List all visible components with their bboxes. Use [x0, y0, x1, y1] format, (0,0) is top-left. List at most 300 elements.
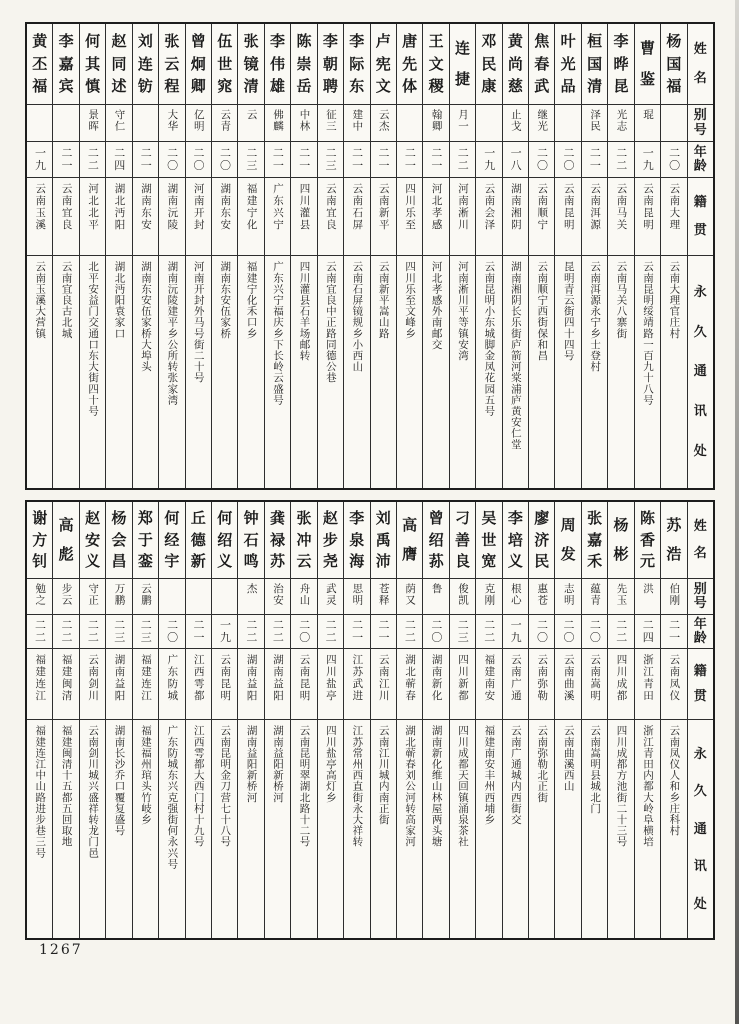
person-address-cell: [238, 256, 263, 488]
cell-text: 光志: [615, 109, 628, 132]
person-native-cell: [318, 649, 343, 720]
person-age-cell: [133, 615, 158, 649]
person-address-cell: [80, 720, 105, 938]
person-address-cell: [529, 256, 554, 488]
cell-text: 四川盐亭: [324, 654, 337, 702]
cell-text: 二三: [324, 147, 338, 172]
scan-page-edge: [735, 0, 739, 1024]
person-alias-cell: [133, 579, 158, 615]
person-name-cell: 伍 世 窕: [212, 24, 237, 105]
person-name-cell: 刘 禹 沛: [371, 502, 396, 579]
cell-text: 二〇: [535, 619, 549, 644]
cell-text: 一八: [509, 147, 523, 172]
cell-text: 二〇: [561, 619, 575, 644]
person-alias-cell: [80, 579, 105, 615]
person-alias-cell: [344, 579, 369, 615]
person-column: [105, 502, 131, 938]
cell-text: 湖北沔阳袁家口: [113, 261, 126, 339]
person-column: [634, 24, 660, 488]
person-column: [185, 24, 211, 488]
cell-text: 云南剑川城兴盛祥转龙门邑: [87, 725, 100, 859]
header-native-label: 籍 贯: [688, 649, 713, 720]
cell-text: 广东兴宁: [272, 183, 285, 231]
cell-text: 二一: [429, 147, 443, 172]
cell-text: 一九: [509, 619, 523, 644]
person-address-cell: [238, 720, 263, 938]
cell-text: 福建连江中山路进步巷三号: [34, 725, 47, 859]
cell-text: 福建闽清: [60, 654, 73, 702]
person-name-cell: 吴 世 宽: [476, 502, 501, 579]
person-name-cell: 何 经 宇: [159, 502, 184, 579]
person-column: [475, 502, 501, 938]
person-age-cell: [159, 615, 184, 649]
person-column: [79, 24, 105, 488]
person-name-cell: 高 彪: [53, 502, 78, 579]
person-age-cell: [318, 615, 343, 649]
person-column: [237, 24, 263, 488]
header-name-label: 姓 名: [688, 502, 713, 579]
person-native-cell: [291, 178, 316, 256]
person-column: [660, 502, 686, 938]
cell-text: 二一: [350, 619, 364, 644]
cell-text: 云南嵩明: [589, 654, 602, 702]
person-address-cell: [608, 256, 633, 488]
cell-text: 四川灌县石羊场邮转: [298, 261, 311, 361]
person-name-cell: 刘 连 钫: [133, 24, 158, 105]
person-column: [502, 502, 528, 938]
person-alias-cell: [80, 105, 105, 142]
person-age-cell: [582, 142, 607, 178]
person-native-cell: [661, 178, 686, 256]
cell-text: 一九: [33, 147, 47, 172]
cell-text: 云南嵩明县城北门: [589, 725, 602, 814]
cell-text: 二一: [588, 147, 602, 172]
cell-text: 琨: [641, 109, 654, 121]
cell-text: 佛麟: [272, 109, 285, 132]
cell-text: 二二: [456, 147, 470, 172]
person-age-cell: [635, 142, 660, 178]
person-age-cell: [450, 142, 475, 178]
person-address-cell: [186, 256, 211, 488]
header-address-label: 永 久 通 讯 处: [693, 746, 707, 912]
cell-text: 湖南东安: [139, 183, 152, 231]
cell-text: 云南弥勒: [536, 654, 549, 702]
cell-text: 湖南东安伍家桥: [219, 261, 232, 339]
cell-text: 云南洱源永宁乡士登村: [589, 261, 602, 372]
person-alias-cell: [318, 105, 343, 142]
cell-text: 二二: [33, 619, 47, 644]
person-column: [211, 24, 237, 488]
header-age-label: 年 龄: [688, 142, 713, 178]
cell-text: 志明: [562, 583, 575, 606]
person-address-cell: [159, 720, 184, 938]
cell-text: 泽民: [589, 109, 602, 132]
cell-text: 伯刚: [668, 583, 681, 606]
person-age-cell: [423, 142, 448, 178]
cell-text: 二二: [59, 619, 73, 644]
person-native-cell: [344, 649, 369, 720]
person-alias-cell: [291, 579, 316, 615]
person-address-cell: [529, 720, 554, 938]
person-alias-cell: [186, 105, 211, 142]
person-name-cell: 廖 济 民: [529, 502, 554, 579]
cell-text: 二一: [667, 619, 681, 644]
person-address-cell: [582, 720, 607, 938]
person-column: [290, 24, 316, 488]
cell-text: 二二: [86, 619, 100, 644]
person-native-cell: [608, 649, 633, 720]
header-age-label: 年 龄: [688, 615, 713, 649]
cell-text: 万鹏: [113, 583, 126, 606]
person-address-cell: [503, 720, 528, 938]
person-column: [343, 24, 369, 488]
person-alias-cell: [265, 105, 290, 142]
cell-text: 云南昆明: [641, 183, 654, 231]
cell-text: 云南石屏镜规乡小西山: [351, 261, 364, 372]
person-alias-cell: [661, 105, 686, 142]
person-column: [554, 24, 580, 488]
cell-text: 荫又: [404, 583, 417, 606]
person-native-cell: [106, 649, 131, 720]
cell-text: 昆明青云街四十四号: [562, 261, 575, 361]
person-native-cell: [529, 649, 554, 720]
person-alias-cell: [27, 579, 52, 615]
person-age-cell: [212, 615, 237, 649]
person-name-cell: 杨 彬: [608, 502, 633, 579]
person-name-cell: 焦 春 武: [529, 24, 554, 105]
person-alias-cell: [106, 579, 131, 615]
person-alias-cell: [106, 105, 131, 142]
person-column: [475, 24, 501, 488]
cell-text: 湖南益阳: [272, 654, 285, 702]
person-native-cell: [27, 649, 52, 720]
person-address-cell: [450, 256, 475, 488]
cell-text: 湖南东安: [219, 183, 232, 231]
person-native-cell: [423, 649, 448, 720]
person-native-cell: [371, 649, 396, 720]
cell-text: 二三: [112, 619, 126, 644]
cell-text: 武灵: [324, 583, 337, 606]
cell-text: 二二: [614, 147, 628, 172]
person-column: [158, 24, 184, 488]
cell-text: 云鹏: [139, 583, 152, 606]
person-alias-cell: [318, 579, 343, 615]
person-column: [27, 24, 52, 488]
person-age-cell: [53, 142, 78, 178]
cell-text: 河南开封外马号街二十号: [192, 261, 205, 384]
person-name-cell: 周 发: [555, 502, 580, 579]
cell-text: 二〇: [297, 619, 311, 644]
person-column: [422, 24, 448, 488]
person-column: [158, 502, 184, 938]
cell-text: 二一: [139, 147, 153, 172]
person-column: [264, 24, 290, 488]
cell-text: 守正: [87, 583, 100, 606]
person-address-cell: [661, 720, 686, 938]
person-alias-cell: [397, 105, 422, 142]
cell-text: 江西雩都: [192, 654, 205, 702]
person-native-cell: [53, 649, 78, 720]
person-name-cell: 郑 于 銮: [133, 502, 158, 579]
person-age-cell: [291, 615, 316, 649]
person-alias-cell: [582, 105, 607, 142]
cell-text: 亿明: [192, 109, 205, 132]
cell-text: 治安: [272, 583, 285, 606]
person-alias-cell: [397, 579, 422, 615]
person-address-cell: [27, 720, 52, 938]
cell-text: 广东防城: [166, 654, 179, 702]
person-alias-cell: [450, 579, 475, 615]
person-column: [396, 24, 422, 488]
person-age-cell: [529, 142, 554, 178]
person-native-cell: [291, 649, 316, 720]
person-alias-cell: [555, 579, 580, 615]
person-name-cell: 龚 禄 苏: [265, 502, 290, 579]
cell-text: 二〇: [165, 619, 179, 644]
person-alias-cell: [186, 579, 211, 615]
person-column: [343, 502, 369, 938]
person-alias-cell: [476, 105, 501, 142]
person-address-cell: [106, 720, 131, 938]
cell-text: 湖南益阳新桥河: [245, 725, 258, 803]
cell-text: 云南昆明: [298, 654, 311, 702]
cell-text: 云南曲溪西山: [562, 725, 575, 792]
person-alias-cell: [265, 579, 290, 615]
cell-text: 四川成都: [615, 654, 628, 702]
cell-text: 二二: [86, 147, 100, 172]
person-name-cell: 唐 先 体: [397, 24, 422, 105]
cell-text: 湖南湘阴长乐街庐箭河棠浦庐黄安仁堂: [509, 261, 522, 450]
cell-text: 河南淅川平等镇安湾: [457, 261, 469, 361]
cell-text: 二〇: [588, 619, 602, 644]
cell-text: 湖南新化维山林屋两头塘: [430, 725, 443, 848]
cell-text: 舟山: [298, 583, 311, 606]
cell-text: 湖南湘阴: [509, 183, 522, 231]
person-native-cell: [133, 178, 158, 256]
cell-text: 克刚: [483, 583, 496, 606]
person-name-cell: 邓 民 康: [476, 24, 501, 105]
person-native-cell: [476, 178, 501, 256]
cell-text: 福建福州琯头竹岐乡: [139, 725, 152, 825]
person-native-cell: [344, 178, 369, 256]
person-name-cell: 李 培 义: [503, 502, 528, 579]
person-name-cell: 李 嘉 宾: [53, 24, 78, 105]
person-alias-cell: [635, 579, 660, 615]
person-column: [52, 502, 78, 938]
person-alias-cell: [529, 105, 554, 142]
person-name-cell: 曹 鉴: [635, 24, 660, 105]
cell-text: 蕴青: [589, 583, 602, 606]
cell-text: 云南宜良中正路同德公巷: [324, 261, 337, 384]
person-age-cell: [238, 615, 263, 649]
cell-text: 云南石屏: [351, 183, 364, 231]
cell-text: 湖南东安伍家桥大埠头: [139, 261, 152, 372]
cell-text: 二二: [614, 619, 628, 644]
person-name-cell: 桓 国 清: [582, 24, 607, 105]
person-column: [211, 502, 237, 938]
person-native-cell: [503, 178, 528, 256]
person-native-cell: [476, 649, 501, 720]
person-column: [317, 24, 343, 488]
person-column: [528, 502, 554, 938]
cell-text: 云南凤仪: [668, 654, 681, 702]
cell-text: 杰: [245, 583, 258, 595]
person-address-cell: [212, 256, 237, 488]
person-name-cell: 张 镜 清: [238, 24, 263, 105]
cell-text: 一九: [218, 619, 232, 644]
person-native-cell: [265, 178, 290, 256]
cell-text: 二一: [271, 147, 285, 172]
person-age-cell: [529, 615, 554, 649]
cell-text: 二〇: [561, 147, 575, 172]
person-native-cell: [265, 649, 290, 720]
person-age-cell: [661, 142, 686, 178]
cell-text: 景晖: [87, 109, 100, 132]
person-native-cell: [159, 178, 184, 256]
cell-text: 大华: [166, 109, 179, 132]
person-age-cell: [423, 615, 448, 649]
cell-text: 广东兴宁福庆乡下长岭云盛号: [272, 261, 285, 406]
person-name-cell: 曾 炯 卿: [186, 24, 211, 105]
cell-text: 二三: [139, 619, 153, 644]
cell-text: 湖南益阳: [113, 654, 126, 702]
person-age-cell: [344, 615, 369, 649]
cell-text: 浙江青田内都大岭阜横培: [641, 725, 654, 848]
person-address-cell: [80, 256, 105, 488]
person-alias-cell: [291, 105, 316, 142]
cell-text: 福建连江: [139, 654, 152, 702]
person-native-cell: [423, 178, 448, 256]
person-native-cell: [27, 178, 52, 256]
person-column: [449, 24, 475, 488]
person-name-cell: 曾 绍 荪: [423, 502, 448, 579]
cell-text: 四川乐至: [404, 183, 417, 231]
cell-text: 湖北蕲春刘公河转高家河: [404, 725, 417, 848]
person-address-cell: [555, 720, 580, 938]
person-name-cell: 何 绍 义: [212, 502, 237, 579]
cell-text: 一九: [641, 147, 655, 172]
person-native-cell: [238, 178, 263, 256]
cell-text: 云南大理官庄村: [668, 261, 681, 339]
person-age-cell: [503, 142, 528, 178]
person-address-cell: [53, 256, 78, 488]
cell-text: 守仁: [113, 109, 126, 132]
person-alias-cell: [238, 579, 263, 615]
cell-text: 二四: [641, 619, 655, 644]
person-name-cell: 何 其 慎: [80, 24, 105, 105]
person-native-cell: [397, 649, 422, 720]
cell-text: 四川成都天回镇涌泉茶社: [457, 725, 469, 848]
cell-text: 河北孝感外南邮交: [430, 261, 443, 350]
cell-text: 北平安益门交通口东大街四十号: [87, 261, 100, 417]
header-alias-label: 别 号: [688, 105, 713, 142]
cell-text: 福建宁化禾口乡: [245, 261, 258, 339]
cell-text: 中林: [298, 109, 311, 132]
person-column: [27, 502, 52, 938]
person-age-cell: [344, 142, 369, 178]
person-address-cell: [371, 256, 396, 488]
person-name-cell: 叶 光 品: [555, 24, 580, 105]
cell-text: 湖南益阳: [245, 654, 258, 702]
person-address-cell: [212, 720, 237, 938]
person-column: [502, 24, 528, 488]
person-address-cell: [265, 256, 290, 488]
person-address-cell: [318, 720, 343, 938]
person-address-cell: [27, 256, 52, 488]
person-age-cell: [27, 142, 52, 178]
person-name-cell: 黄 丕 福: [27, 24, 52, 105]
person-address-cell: [186, 720, 211, 938]
header-native-label: 籍 贯: [688, 178, 713, 256]
cell-text: 福建宁化: [245, 183, 258, 231]
person-alias-cell: [159, 579, 184, 615]
cell-text: 云南昆明金刀营七十八号: [219, 725, 232, 848]
cell-text: 建中: [351, 109, 364, 132]
cell-text: 河北北平: [87, 183, 100, 231]
cell-text: 云: [245, 109, 258, 121]
cell-text: 云南昆明: [562, 183, 575, 231]
cell-text: 二一: [350, 147, 364, 172]
person-address-cell: [397, 256, 422, 488]
person-address-cell: [371, 720, 396, 938]
person-name-cell: 黄 尚 慈: [503, 24, 528, 105]
cell-text: 云南会泽: [483, 183, 496, 231]
person-column: [105, 24, 131, 488]
person-address-cell: [582, 256, 607, 488]
cell-text: 湖北蕲春: [404, 654, 417, 702]
person-age-cell: [476, 142, 501, 178]
person-native-cell: [608, 178, 633, 256]
person-age-cell: [503, 615, 528, 649]
person-age-cell: [635, 615, 660, 649]
cell-text: 云南玉溪大营镇: [34, 261, 47, 339]
person-column: [581, 24, 607, 488]
person-age-cell: [265, 615, 290, 649]
person-address-cell: [476, 256, 501, 488]
person-age-cell: [582, 615, 607, 649]
person-address-cell: [450, 720, 475, 938]
person-column: [290, 502, 316, 938]
cell-text: 湖北沔阳: [113, 183, 126, 231]
cell-text: 二二: [244, 619, 258, 644]
cell-text: 云南昆明绥靖路一百九十八号: [641, 261, 654, 406]
cell-text: 云南宜良古北城: [60, 261, 73, 339]
cell-text: 云南顺宁西街保和昌: [536, 261, 549, 361]
person-column: [449, 502, 475, 938]
cell-text: 一九: [482, 147, 496, 172]
person-alias-cell: [635, 105, 660, 142]
person-address-cell: [397, 720, 422, 938]
person-alias-cell: [423, 105, 448, 142]
cell-text: 四川新都: [457, 654, 469, 702]
person-name-cell: 钟 石 鸣: [238, 502, 263, 579]
person-native-cell: [635, 649, 660, 720]
person-native-cell: [529, 178, 554, 256]
person-name-cell: 李 际 东: [344, 24, 369, 105]
person-age-cell: [608, 615, 633, 649]
person-column: [52, 24, 78, 488]
person-alias-cell: [661, 579, 686, 615]
person-column: [185, 502, 211, 938]
cell-text: 广东防城东兴克强街何永兴号: [166, 725, 179, 870]
person-native-cell: [212, 178, 237, 256]
cell-text: 征三: [324, 109, 337, 132]
person-column: [634, 502, 660, 938]
person-name-cell: 李 泉 海: [344, 502, 369, 579]
cell-text: 云南凤仪人和乡庄科村: [668, 725, 681, 836]
person-age-cell: [212, 142, 237, 178]
person-native-cell: [212, 649, 237, 720]
